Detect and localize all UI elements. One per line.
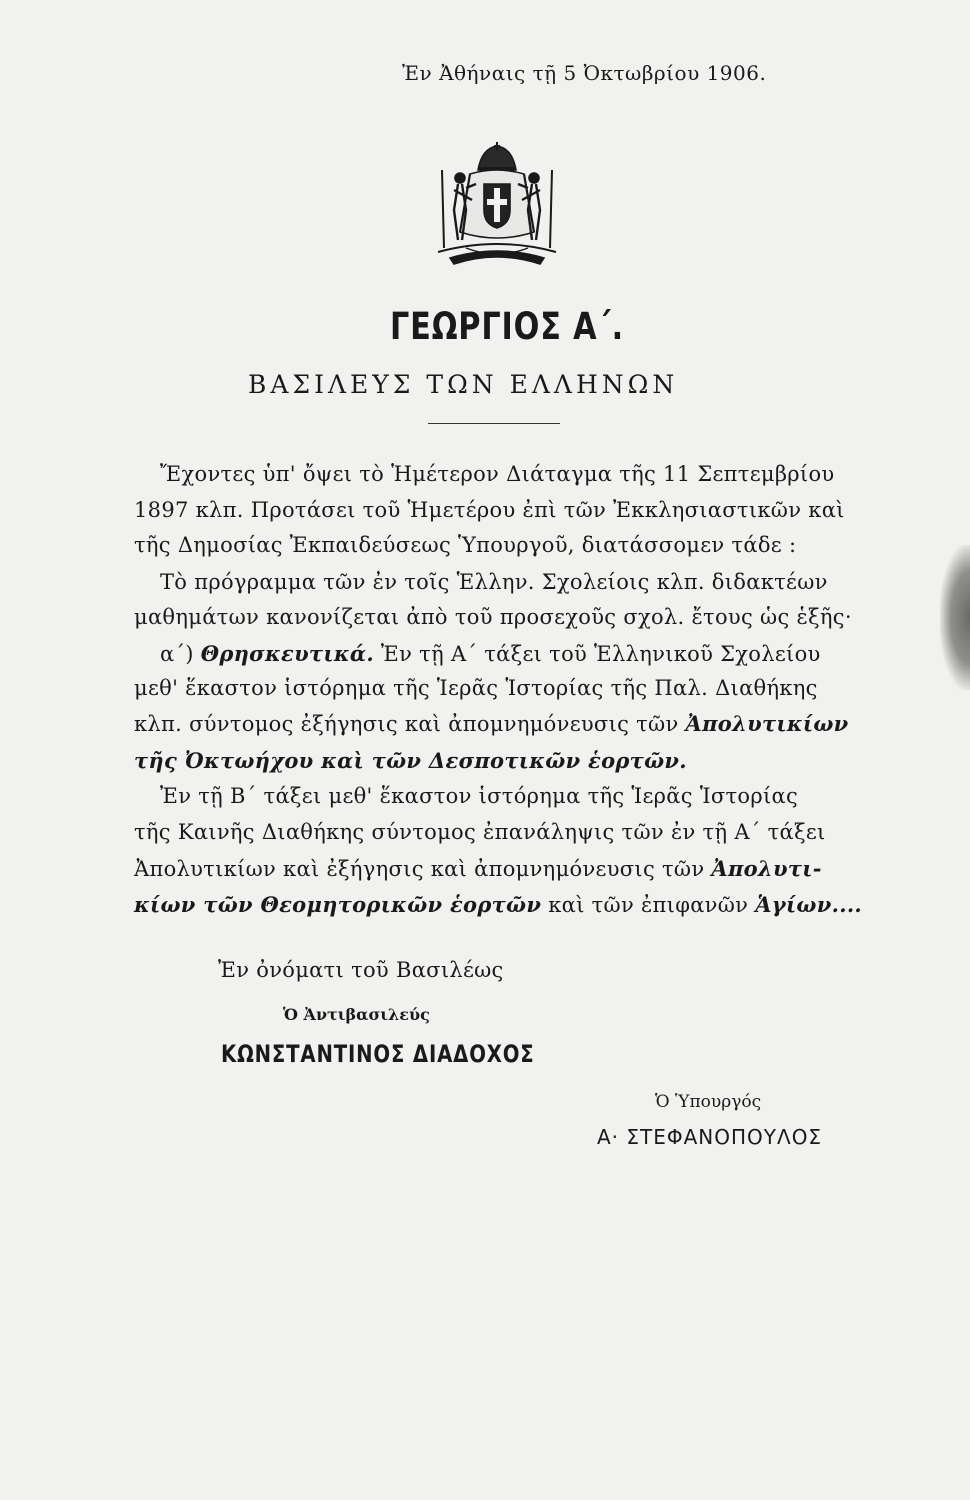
body-text: α΄)	[160, 642, 201, 666]
body-text: Τὸ πρόγραμμα τῶν ἐν τοῖς Ἑλλην. Σχολείοις κλπ. διδακτέων	[160, 570, 828, 594]
dateline: Ἐν Ἀθήναις τῇ 5 Ὀκτωβρίου 1906.	[402, 61, 767, 85]
minister-title: Ὁ Ὑπουργός	[655, 1092, 762, 1112]
body-text: τῆς Δημοσίας Ἐκπαιδεύσεως Ὑπουργοῦ, διατάσσομεν τάδε :	[134, 533, 797, 557]
scan-smudge	[940, 545, 970, 690]
body-text: Ἐν τῇ Α΄ τάξει τοῦ Ἑλληνικοῦ Σχολείου	[373, 642, 821, 666]
body-line	[134, 605, 852, 629]
divider	[428, 423, 560, 424]
body-line	[134, 856, 822, 881]
emphasis-text: κίων τῶν Θεομητορικῶν ἑορτῶν	[134, 892, 542, 917]
body-text: τῆς Καινῆς Διαθήκης σύντομος ἐπανάληψις τῶν ἐν τῇ Α΄ τάξει	[134, 820, 826, 844]
emphasis-text: Ἀπολυτι-	[711, 856, 822, 881]
body-text: μεθ' ἕκαστον ἱστόρημα τῆς Ἱερᾶς Ἱστορίας τῆς Παλ. Διαθήκης	[134, 676, 818, 700]
body-text: 1897 κλπ. Προτάσει τοῦ Ἡμετέρου ἐπὶ τῶν Ἐκκλησιαστικῶν καὶ	[134, 498, 845, 522]
minister-name: Α· ΣΤΕΦΑΝΟΠΟΥΛΟΣ	[597, 1125, 823, 1149]
body-text: καὶ τῶν ἐπιφανῶν	[541, 893, 756, 917]
body-line	[160, 570, 828, 594]
body-line	[134, 676, 818, 700]
king-title: ΒΑΣΙΛΕΥΣ ΤΩΝ ΕΛΛΗΝΩΝ	[248, 370, 679, 399]
emphasis-text: Θρησκευτικά.	[200, 641, 374, 666]
body-text: μαθημάτων κανονίζεται ἀπὸ τοῦ προσεχοῦς σχολ. ἔτους ὡς ἑξῆς·	[134, 605, 852, 629]
body-line	[134, 498, 845, 522]
body-line	[134, 711, 849, 736]
regent-title: Ὁ Ἀντιβασιλεύς	[283, 1005, 430, 1024]
regent-name: ΚΩΝΣΤΑΝΤΙΝΟΣ ΔΙΑΔΟΧΟΣ	[221, 1040, 535, 1068]
body-text: Ἐν τῇ Β΄ τάξει μεθ' ἕκαστον ἱστόρημα τῆς Ἱερᾶς Ἱστορίας	[160, 784, 799, 808]
body-line	[134, 533, 796, 557]
closing-line: Ἐν ὀνόματι τοῦ Βασιλέως	[218, 958, 504, 982]
body-text: Ἀπολυτικίων καὶ ἐξήγησις καὶ ἀπομνημόνευσις τῶν	[134, 857, 712, 881]
body-text: Ἔχοντες ὑπ' ὄψει τὸ Ἡμέτερον Διάταγμα τῆς 11 Σεπτεμβρίου	[160, 462, 835, 486]
body-line	[134, 892, 862, 917]
emphasis-text: Ἁγίων....	[755, 892, 863, 917]
body-line	[134, 748, 687, 773]
body-line	[160, 641, 821, 666]
king-name: ΓΕΩΡΓΙΟΣ Α΄.	[390, 305, 625, 348]
body-line	[134, 820, 826, 844]
body-line	[160, 462, 834, 486]
greek-royal-coat-of-arms-icon	[430, 140, 564, 265]
body-text: κλπ. σύντομος ἐξήγησις καὶ ἀπομνημόνευσις τῶν	[134, 712, 686, 736]
body-line	[160, 784, 798, 808]
emphasis-text: Ἀπολυτικίων	[685, 711, 849, 736]
emphasis-text: τῆς Ὀκτωήχου καὶ τῶν Δεσποτικῶν ἑορτῶν.	[134, 748, 687, 773]
